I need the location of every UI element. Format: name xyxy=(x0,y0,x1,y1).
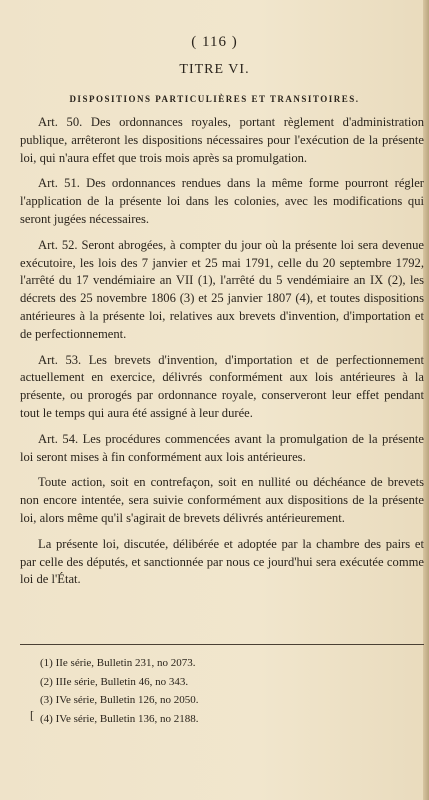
section-title: TITRE VI. xyxy=(179,62,250,77)
paragraph-la-presente-loi: La présente loi, discutée, délibérée et adoptée par la chambre des pairs et par celle des députés, et sanctionnée par nous ce jourd'hui sera exécutée comme loi de l'État. xyxy=(20,536,424,587)
section-subtitle: DISPOSITIONS PARTICULIÈRES ET TRANSITOIRES. xyxy=(69,94,360,104)
paragraph-toute-action: Toute action, soit en contrefaçon, soit en nullité ou déchéance de brevets non encore intentée, sera suivie conformément aux dispositions de la présente loi, alors même qu'il s'agirait de brevets délivrés antérieurement. xyxy=(20,475,424,525)
page-number: ( 116 ) xyxy=(191,34,238,50)
margin-bracket: [ xyxy=(30,708,34,722)
article-50: Art. 50. Des ordonnances royales, portant règlement d'administration publique, arrêteront les dispositions nécessaires pour l'exécution de la présente loi, qui n'aura effet que trois mois après sa promulgation. xyxy=(20,115,424,165)
footnote-1: (1) IIe série, Bulletin 231, no 2073. xyxy=(40,657,196,669)
footnotes xyxy=(40,654,420,728)
article-54: Art. 54. Les procédures commencées avant la promulgation de la présente loi seront mises à fin conformément aux lois antérieures. xyxy=(20,431,424,464)
article-51: Art. 51. Des ordonnances rendues dans la même forme pourront régler l'application de la présente loi dans les colonies, avec les modifications qui seront jugées nécessaires. xyxy=(20,176,424,226)
footnote-divider xyxy=(20,644,424,645)
footnote-2: (2) IIIe série, Bulletin 46, no 343. xyxy=(40,675,189,688)
footnote-4: (4) IVe série, Bulletin 136, no 2188. xyxy=(40,712,199,725)
article-53: Art. 53. Les brevets d'invention, d'importation et de perfectionnement actuellement en exercice, délivrés conformément aux lois antérieures à la présente, ou prorogés par ordonnance royale, conserveront leur effet pendant tout le temps qui aura été assigné à leur durée. xyxy=(20,352,424,420)
page-body xyxy=(20,114,424,597)
footnote-3: (3) IVe série, Bulletin 126, no 2050. xyxy=(40,694,199,706)
article-52: Art. 52. Seront abrogées, à compter du jour où la présente loi sera devenue exécutoire, les lois des 7 janvier et 25 mai 1791, celle du 20 septembre 1792, l'arrêté du 17 vendémiaire an VII (1), l'arrêté du 5 vendémiaire an IX (2), les décrets des 25 novembre 1806 (3) et 25 janvier 1807 (4), et toutes dispositions antérieures à la présente loi, relatives aux brevets d'invention, d'importation et de perfectionnement. xyxy=(20,237,424,341)
